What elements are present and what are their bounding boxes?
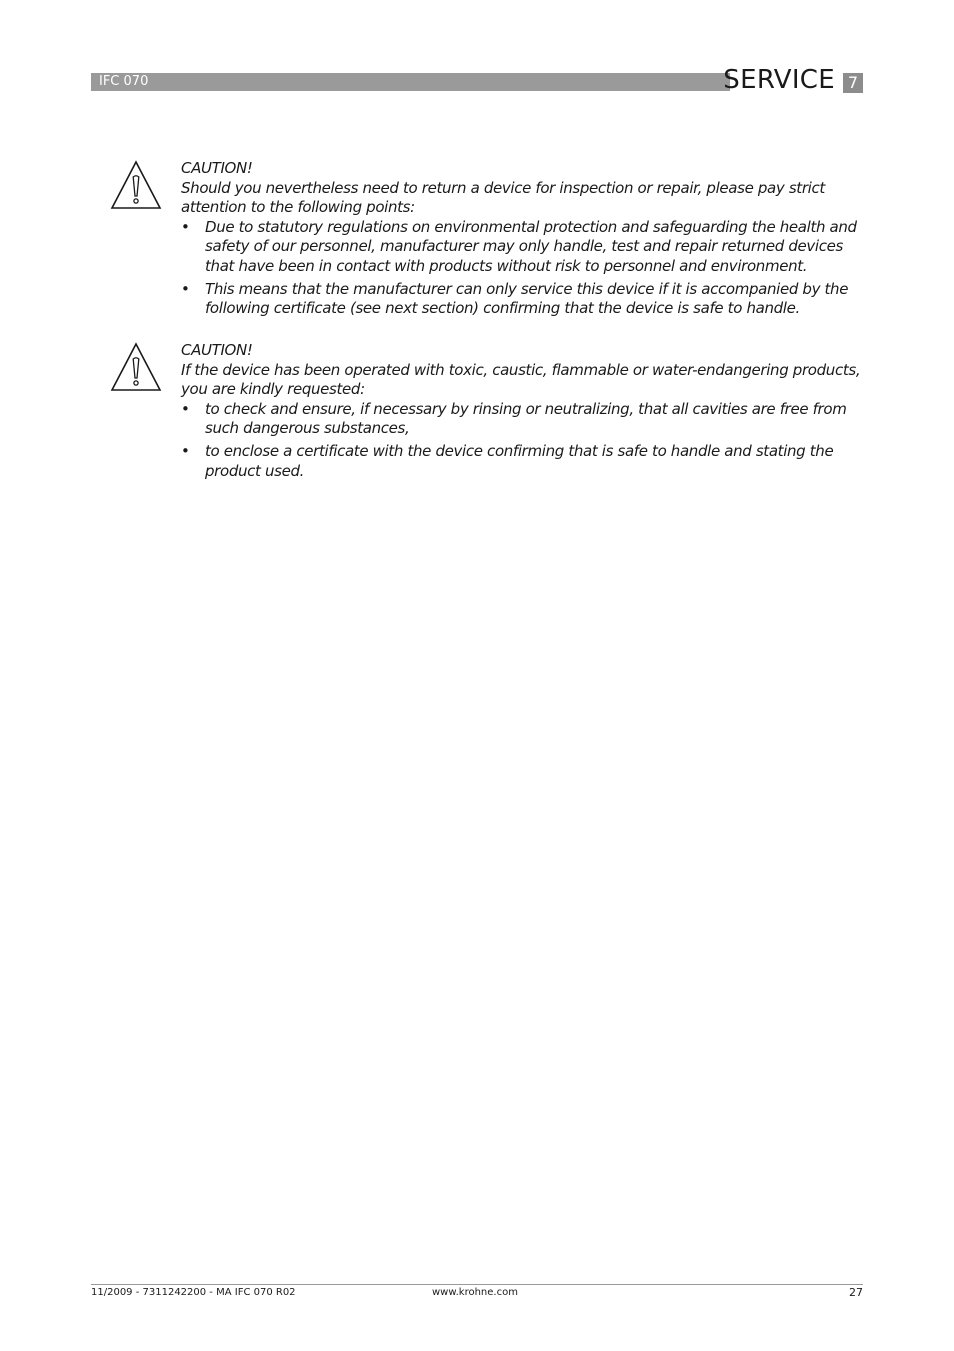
list-item: [181, 400, 866, 439]
footer-rule: [91, 1284, 863, 1285]
header-section-title: SERVICE: [723, 65, 835, 95]
warning-triangle-icon: [110, 342, 162, 392]
list-item: [181, 442, 866, 481]
bullet-icon: •: [181, 442, 190, 460]
bullet-icon: •: [181, 399, 190, 418]
caution-intro: Should you nevertheless need to return a device for inspection or repair, please pay strict attention to the following points:: [181, 178, 825, 216]
caution-intro: If the device has been operated with toxic, caustic, flammable or water-endangering products, you are kindly requested:: [181, 360, 861, 398]
warning-triangle-icon: [110, 160, 162, 210]
list-item-text: to check and ensure, if necessary by rinsing or neutralizing, that all cavities are free from such dangerous substances,: [205, 399, 847, 437]
caution-text: [181, 341, 866, 485]
header-chapter-number: 7: [843, 73, 863, 93]
list-item-text: to enclose a certificate with the device confirming that is safe to handle and stating the product used.: [205, 442, 834, 480]
footer-document-reference: 11/2009 - 7311242200 - MA IFC 070 R02: [91, 1287, 296, 1298]
footer-website-link[interactable]: www.krohne.com: [432, 1287, 518, 1298]
caution-title: CAUTION!: [181, 341, 253, 359]
list-item-text: This means that the manufacturer can only service this device if it is accompanied by the following certificate (see next section) confirming that the device is safe to handle.: [205, 279, 849, 317]
bullet-icon: •: [181, 217, 190, 236]
caution-title: CAUTION!: [181, 159, 253, 177]
footer-page-number: 27: [849, 1286, 863, 1299]
caution-list: [181, 218, 866, 319]
caution-text: [181, 159, 866, 322]
list-item-text: Due to statutory regulations on environmental protection and safeguarding the health and safety of our personnel, manufacturer may only handle, test and repair returned devices that have been in contact with products without risk to personnel and environment.: [205, 217, 857, 275]
list-item: [181, 280, 866, 319]
list-item: [181, 218, 866, 277]
header-bar: [91, 73, 730, 91]
header-product-name: IFC 070: [99, 74, 149, 89]
caution-list: [181, 400, 866, 482]
bullet-icon: •: [181, 279, 190, 298]
